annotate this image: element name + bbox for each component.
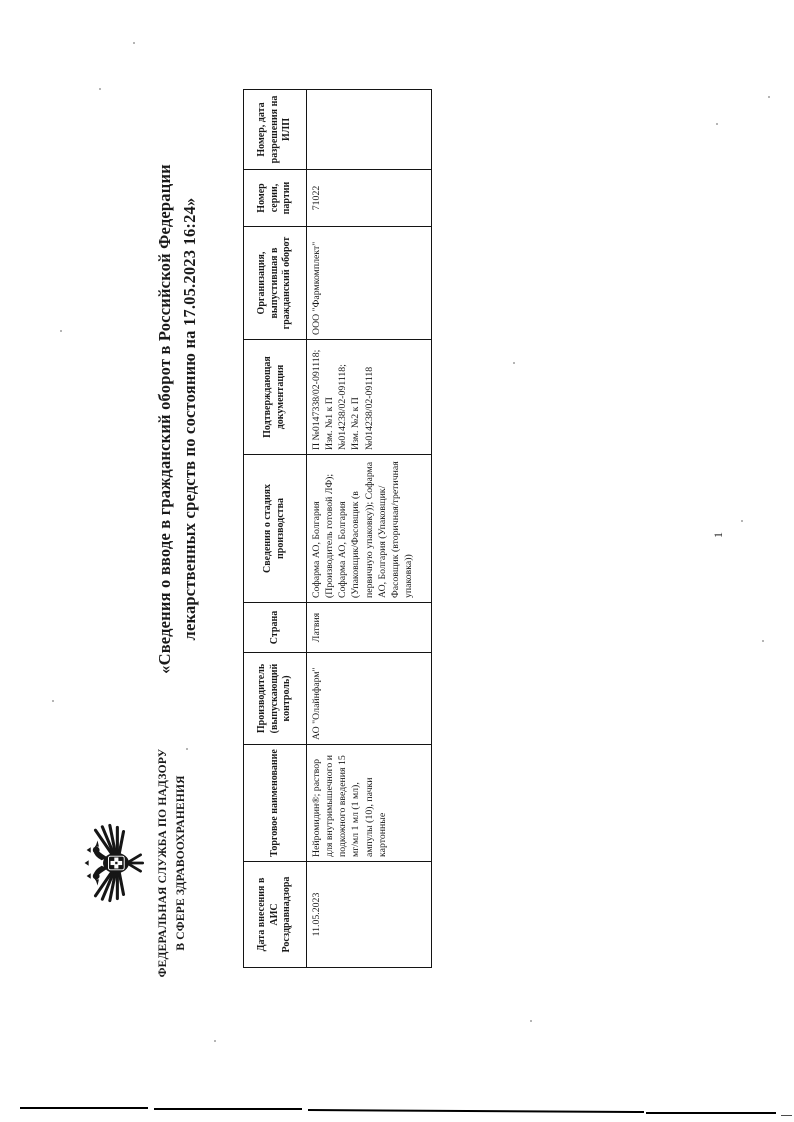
- cell-trade-name: Нейромидин®; раствор для внутримышечного и подкожного введения 15 мг/мл 1 мл (1 мл), ампулы (10), пачки картонные: [307, 745, 432, 862]
- org-name-line1: ФЕДЕРАЛЬНАЯ СЛУЖБА ПО НАДЗОРУ: [157, 748, 169, 978]
- cell-production-stages: Софарма АО, Болгария (Производитель готовой ЛФ); Софарма АО, Болгария (Упаковщик/Фасовщик (в первичную упаковку)); Софарма АО, Болгария (Упаковщик/Фасовщик (вторичная/третичная упаковка)): [307, 455, 432, 603]
- scan-edge-line: [154, 1108, 302, 1110]
- scan-edge-line: [781, 1115, 792, 1116]
- header-manufacturer: Производитель (выпускающий контроль): [244, 653, 307, 745]
- table-header-row: [244, 90, 307, 968]
- header-production-stages: Сведения о стадиях производства: [244, 455, 307, 603]
- letterhead: [84, 732, 191, 994]
- scan-noise-dot: [762, 640, 764, 642]
- header-trade-name: Торговое наименование: [244, 745, 307, 862]
- scan-noise-dot: [99, 88, 101, 90]
- scan-noise-dot: [60, 330, 62, 332]
- cell-supporting-docs: П №0147338/02-091118; Изм. №1 к П №014238/02-091118; Изм. №2 к П №014238/02-091118: [307, 340, 432, 455]
- header-country: Страна: [244, 603, 307, 653]
- scan-noise-dot: [52, 700, 54, 702]
- scan-noise-dot: [214, 1040, 216, 1042]
- table-data-row: [307, 90, 432, 968]
- org-name-line2: В СФЕРЕ ЗДРАВООХРАНЕНИЯ: [174, 775, 187, 951]
- scan-edge-line: [646, 1112, 776, 1114]
- scan-noise-dot: [530, 1020, 532, 1022]
- document-title-line1: «Сведения о вводе в гражданский оборот в Российской Федерации: [155, 164, 174, 674]
- scan-noise-dot: [716, 123, 718, 125]
- cell-releasing-org: ООО "Фармкомплект": [307, 227, 432, 340]
- scan-noise-dot: [186, 748, 188, 750]
- scan-noise-dot: [513, 362, 515, 364]
- cell-country: Латвия: [307, 603, 432, 653]
- header-series-number: Номер серии, партии: [244, 170, 307, 227]
- cell-manufacturer: АО "Олайнфарм": [307, 653, 432, 745]
- cell-date-entered: 11.05.2023: [307, 862, 432, 968]
- double-headed-eagle-icon: [84, 822, 148, 904]
- cell-series-number: 71022: [307, 170, 432, 227]
- document-title-line2: лекарственных средств по состоянию на 17.05.2023 16:24»: [179, 197, 199, 641]
- cell-ilp-permit: [307, 90, 432, 170]
- drug-circulation-table: [243, 89, 432, 968]
- header-date-entered: Дата внесения в АИС Росздравнадзора: [244, 862, 307, 968]
- header-supporting-docs: Подтверждающая документация: [244, 340, 307, 455]
- scan-noise-dot: [768, 96, 770, 98]
- document-title: [153, 130, 203, 708]
- header-releasing-org: Организация, выпустившая в гражданский оборот: [244, 227, 307, 340]
- page-number: 1: [711, 532, 725, 538]
- scan-noise-dot: [133, 42, 135, 44]
- header-ilp-permit: Номер, дата разрешения на ИЛП: [244, 90, 307, 170]
- scan-edge-line: [20, 1107, 148, 1109]
- scan-noise-dot: [741, 520, 743, 522]
